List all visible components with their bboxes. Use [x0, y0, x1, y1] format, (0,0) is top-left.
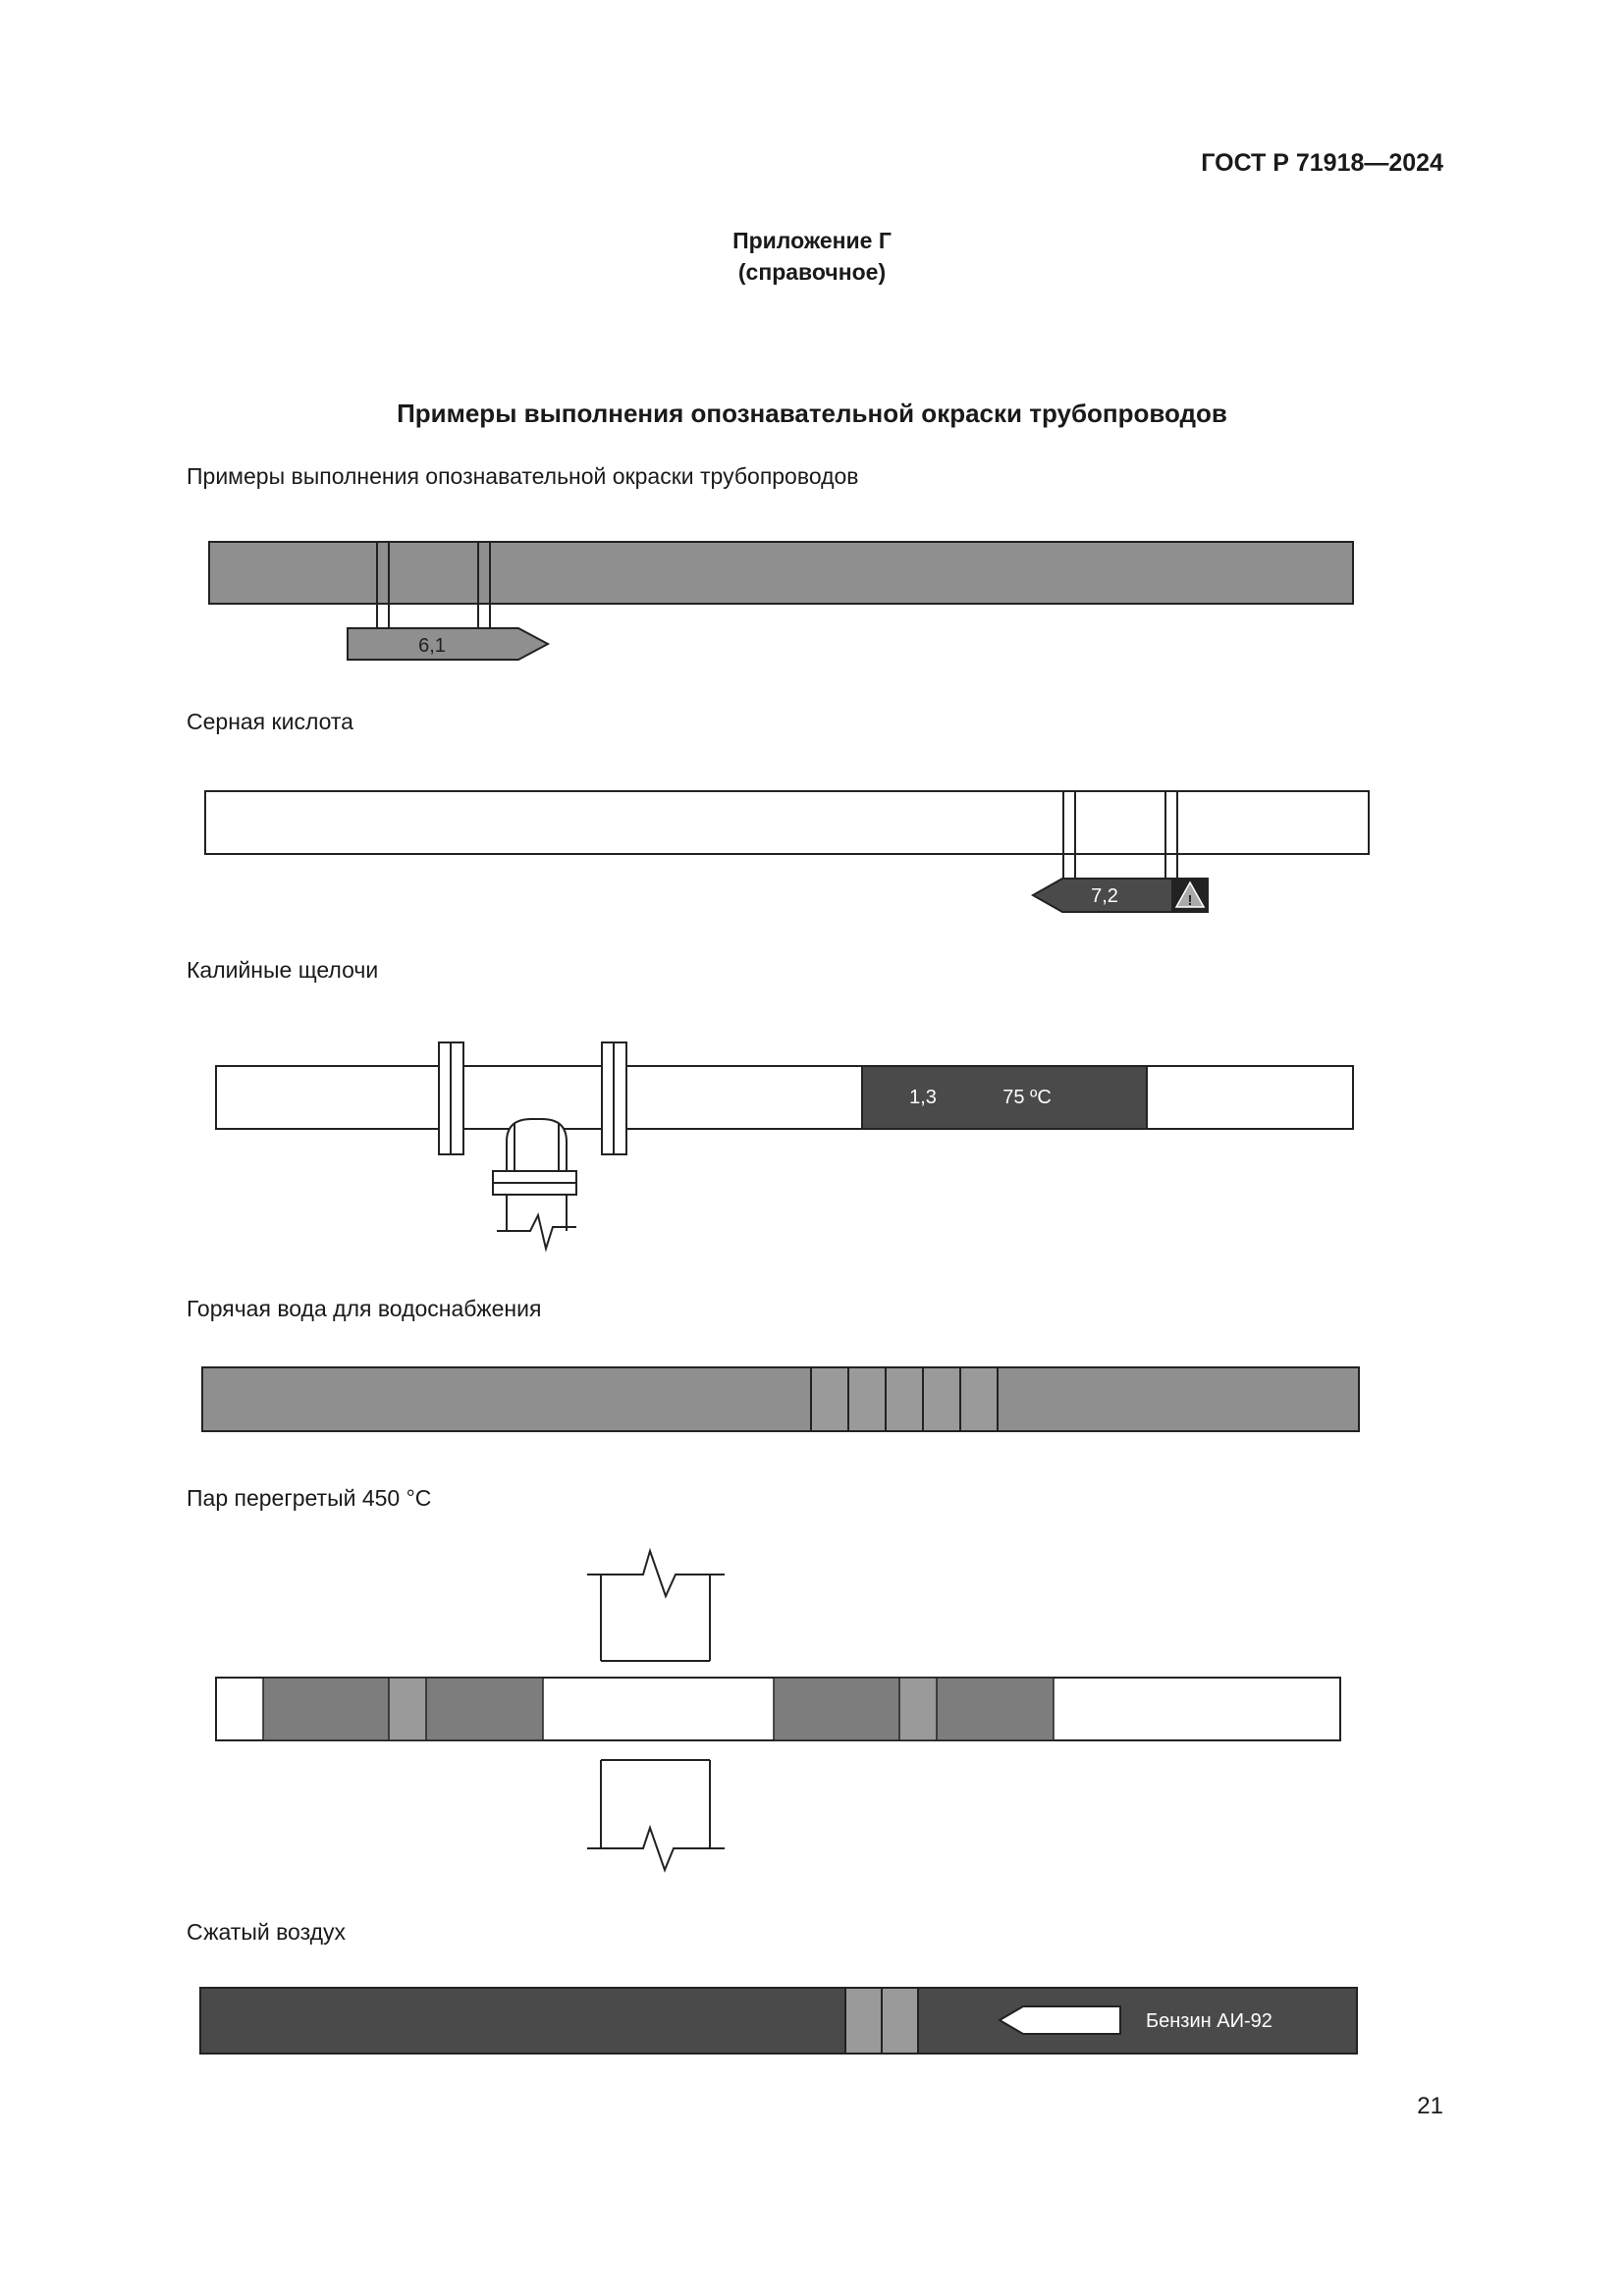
appendix-title: Приложение Г: [732, 228, 892, 253]
page-number: 21: [1417, 2093, 1443, 2119]
pipe-1: [209, 542, 1353, 604]
temperature-label: 75 ºС: [1002, 1087, 1052, 1108]
warning-mark: !: [1187, 892, 1193, 909]
valve-icon: [493, 1119, 576, 1249]
pipe-3: [216, 1066, 1353, 1129]
branch-top: [587, 1551, 725, 1661]
pipe-figure-2: [205, 791, 1369, 912]
pipe-4: [202, 1367, 1359, 1431]
section-title: Примеры выполнения опознавательной окраски трубопроводов: [397, 399, 1227, 428]
figure-caption-2: Серная кислота: [187, 709, 353, 734]
substance-code: 1,3: [909, 1087, 937, 1108]
fuel-label: Бензин АИ-92: [1146, 2010, 1272, 2032]
figure-caption-1: Примеры выполнения опознавательной окраски трубопроводов: [187, 463, 859, 489]
warning-rings: [811, 1367, 998, 1431]
branch-bottom: [587, 1760, 725, 1870]
rings-6: [845, 1988, 918, 2054]
figure-caption-3: Калийные щелочи: [187, 957, 379, 983]
marker-label-2: 7,2: [1091, 885, 1118, 907]
pipe-figure-3: [216, 1042, 1353, 1249]
figure-caption-5: Пар перегретый 450 °C: [187, 1485, 432, 1511]
figure-caption-6: Сжатый воздух: [187, 1919, 347, 1945]
pipe-figure-5: [216, 1551, 1340, 1870]
pipe-figure-4: [202, 1367, 1359, 1431]
appendix-subtitle: (справочное): [737, 259, 887, 285]
pipe-2: [205, 791, 1369, 854]
figure-caption-4: Горячая вода для водоснабжения: [187, 1296, 542, 1321]
direction-arrow-right: [348, 628, 548, 660]
standard-number: ГОСТ Р 71918—2024: [1201, 149, 1443, 177]
pipe-figure-6: [200, 1988, 1357, 2054]
direction-arrow-white: [1000, 2006, 1120, 2034]
marker-label-1: 6,1: [418, 635, 446, 657]
pipe-figure-1: [209, 542, 1353, 660]
